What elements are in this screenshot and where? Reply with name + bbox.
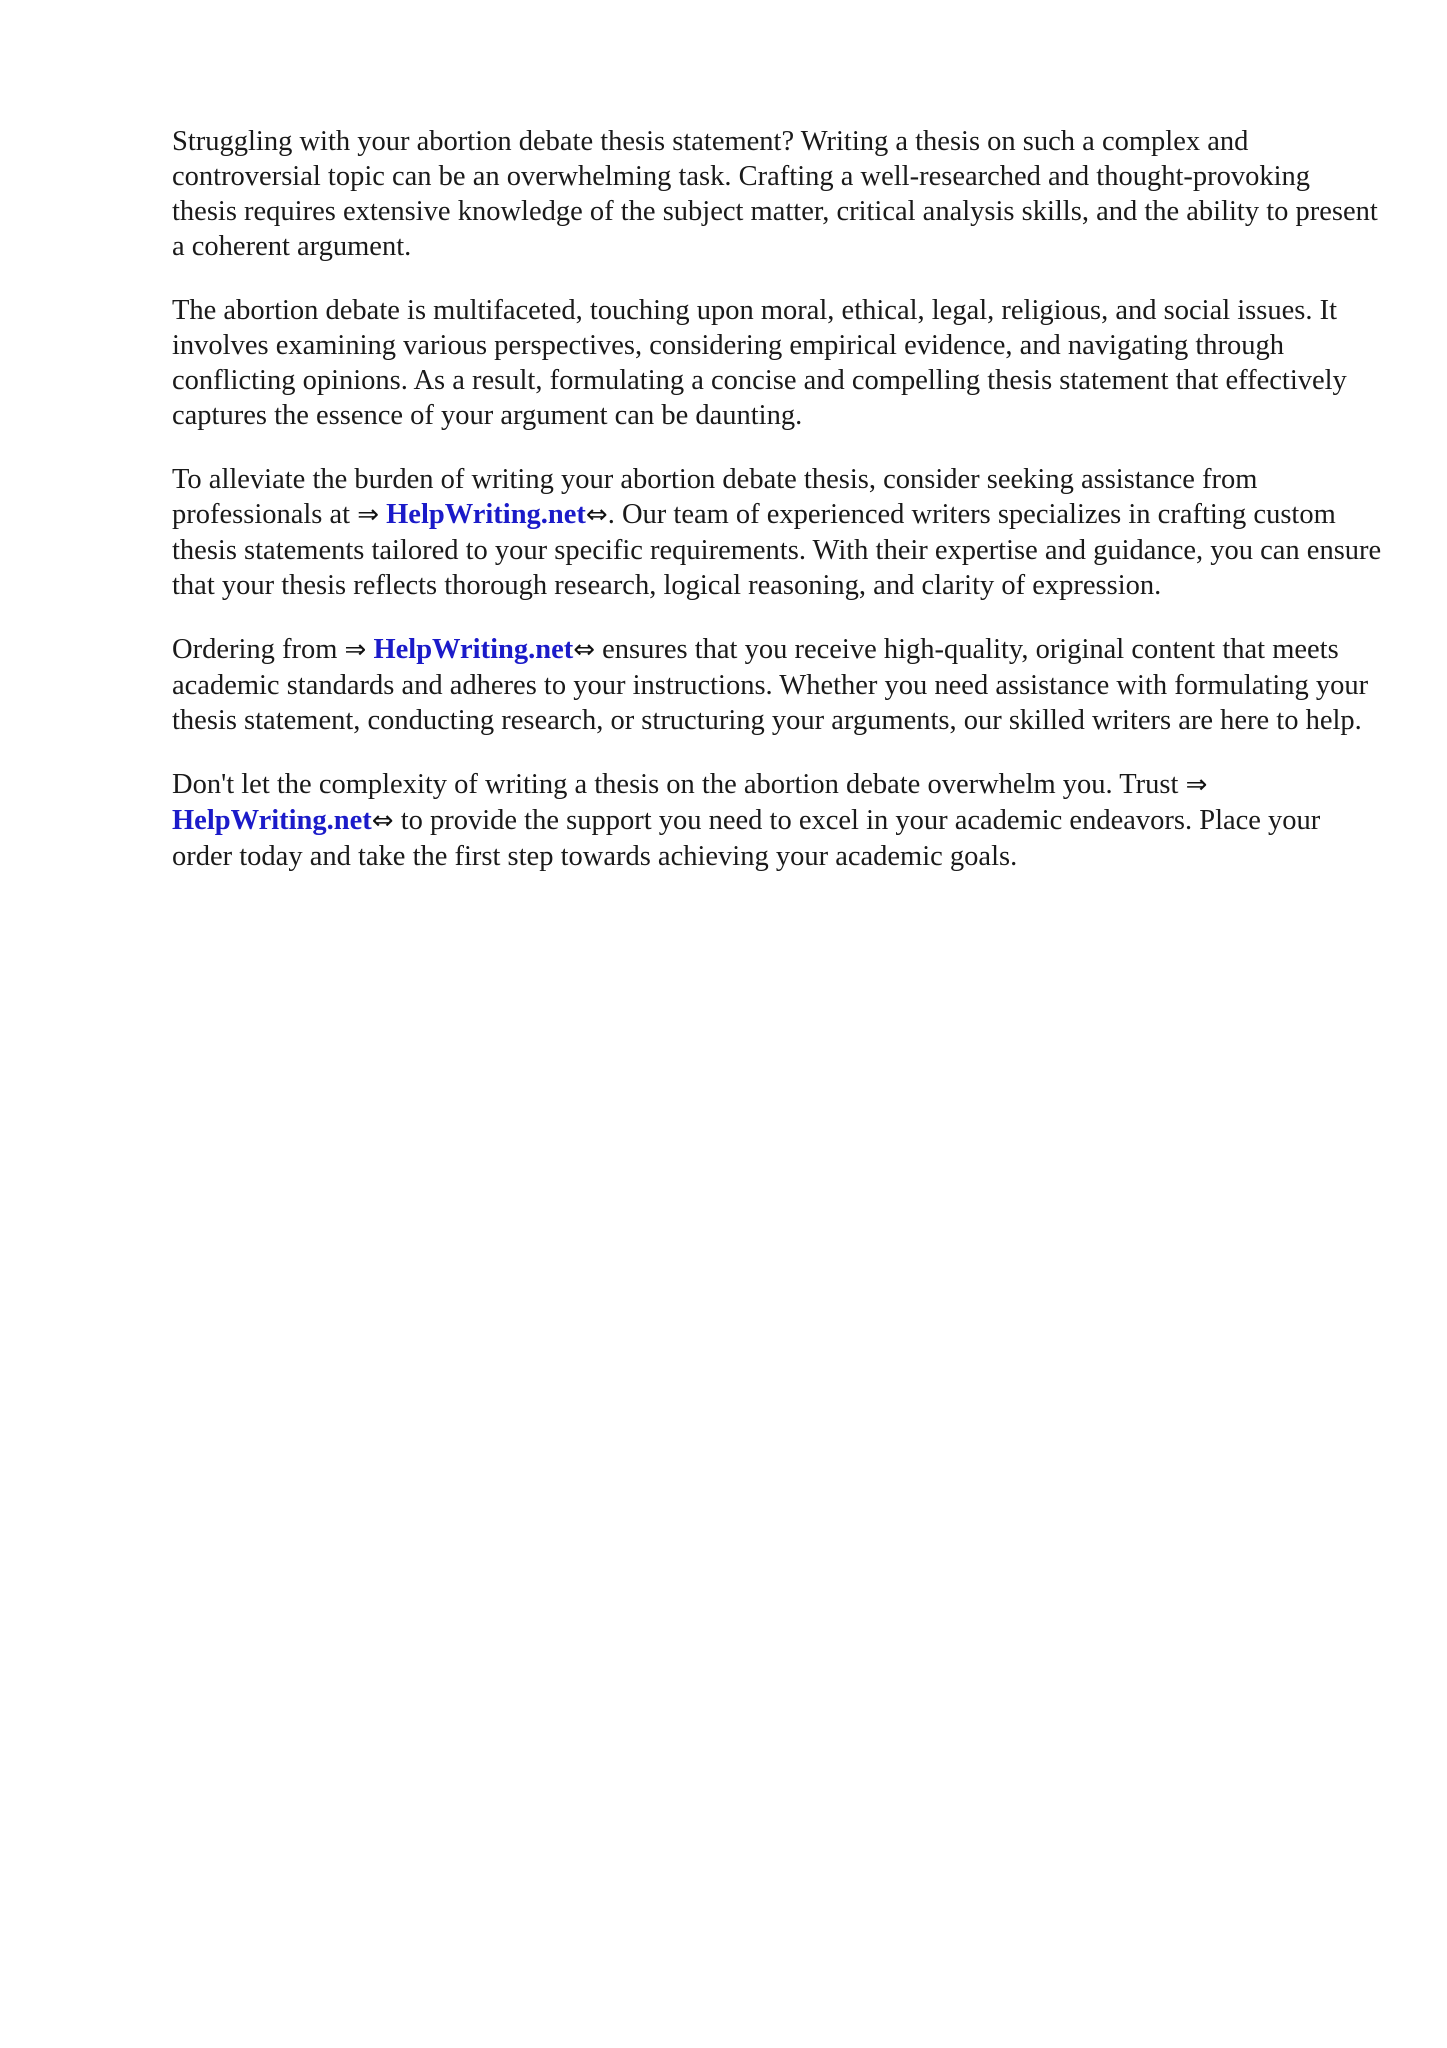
paragraph-text-before: Ordering from [172, 634, 345, 665]
paragraph-closing [172, 767, 1382, 874]
paragraph-text: The abortion debate is multifaceted, touching upon moral, ethical, legal, religious, and social issues. It involves examining various perspectives, considering empirical evidence, and navigating through conflicting opinions. As a result, formulating a concise and compelling thesis statement that effectively captures the essence of your argument can be daunting. [172, 295, 1347, 431]
right-double-arrow-icon: ⇒ [344, 635, 367, 665]
left-right-double-arrow-icon: ⇔ [573, 635, 596, 665]
helpwriting-link[interactable]: HelpWriting.net [172, 805, 372, 836]
helpwriting-link[interactable]: HelpWriting.net [373, 634, 574, 665]
paragraph-ordering [172, 632, 1382, 738]
paragraph-text-after: . Our team of experienced writers specializes in crafting custom thesis statements tailored to your specific requirements. With their expertise and guidance, you can ensure that your thesis reflects thorough research, logical reasoning, and clarity of expression. [172, 499, 1382, 601]
helpwriting-link[interactable]: HelpWriting.net [386, 499, 586, 530]
paragraph-text-after: ensures that you receive high-quality, original content that meets academic standards and adheres to your instructions. Whether you need assistance with formulating your thesis statement, conducting research, or structuring your arguments, our skilled writers are here to help. [172, 634, 1369, 736]
paragraph-intro [172, 124, 1382, 264]
right-double-arrow-icon: ⇒ [1185, 770, 1208, 800]
paragraph-text-before: To alleviate the burden of writing your abortion debate thesis, consider seeking assistance from professionals at [172, 464, 1258, 530]
document-body [172, 124, 1382, 903]
paragraph-text-after: to provide the support you need to excel in your academic endeavors. Place your order today and take the first step towards achieving your academic goals. [172, 805, 1321, 872]
paragraph-text: Struggling with your abortion debate thesis statement? Writing a thesis on such a complex and controversial topic can be an overwhelming task. Crafting a well-researched and thought-provoking thesis requires extensive knowledge of the subject matter, critical analysis skills, and the ability to present a coherent argument. [172, 126, 1378, 262]
paragraph-debate [172, 293, 1382, 433]
left-right-double-arrow-icon: ⇔ [585, 500, 608, 530]
paragraph-text-before: Don't let the complexity of writing a thesis on the abortion debate overwhelm you. Trust [172, 769, 1186, 800]
right-double-arrow-icon: ⇒ [357, 500, 380, 530]
left-right-double-arrow-icon: ⇔ [371, 806, 394, 836]
paragraph-assistance [172, 462, 1382, 603]
